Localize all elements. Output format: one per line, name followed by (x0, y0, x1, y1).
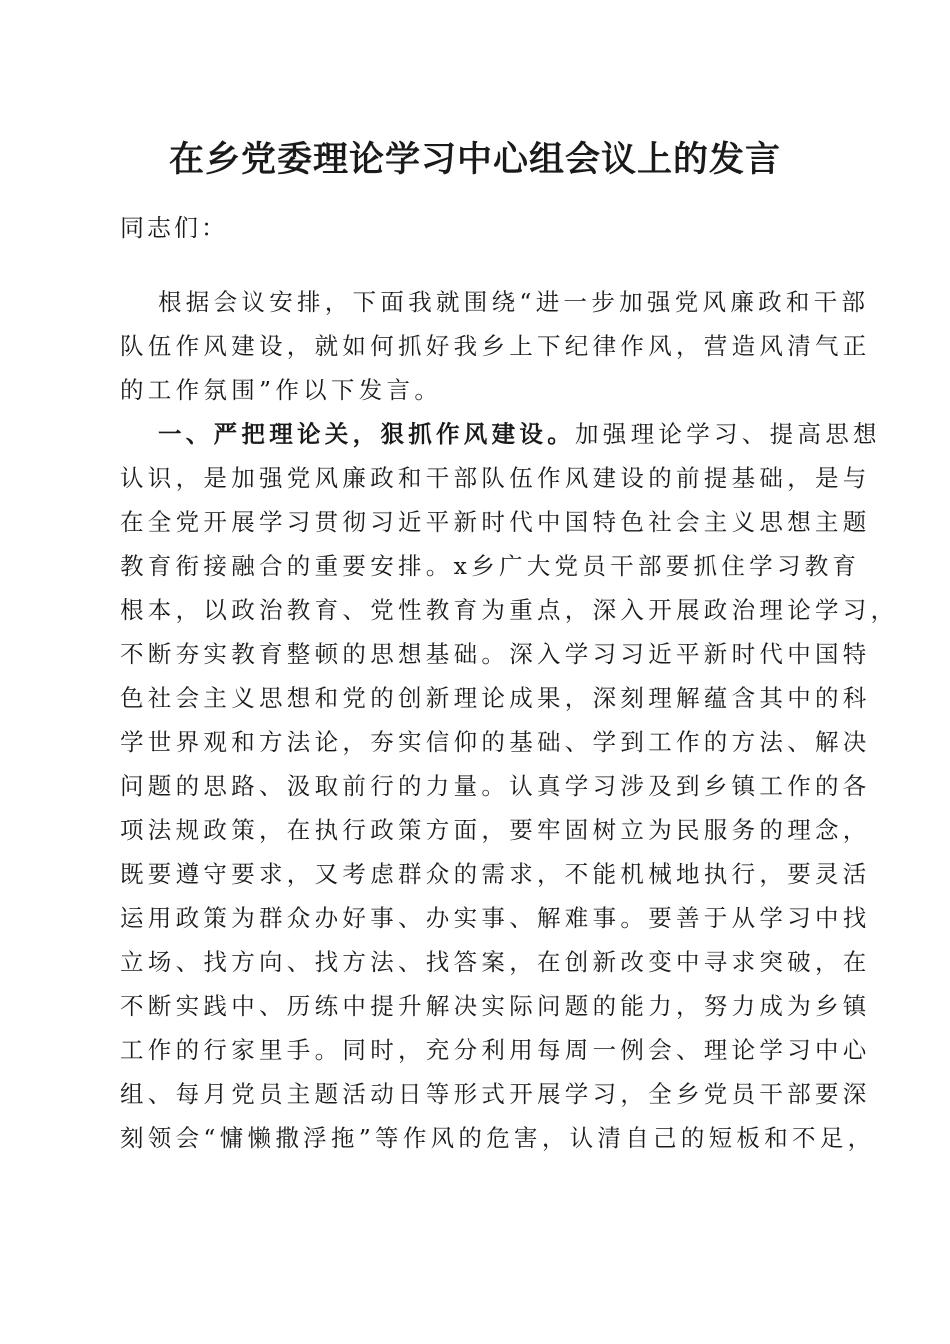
paragraph-line: 认识，是加强党风廉政和干部队伍作风建设的前提基础，是与 (120, 464, 871, 492)
paragraph-line: 不断实践中、历练中提升解决实际问题的能力，努力成为乡镇 (120, 992, 871, 1020)
paragraph-line: 不断夯实教育整顿的思想基础。深入学习习近平新时代中国特 (120, 640, 871, 668)
paragraph-line: 刻领会“慵懒撒浮拖”等作风的危害，认清自己的短板和不足， (120, 1124, 876, 1152)
paragraph-line: 项法规政策，在执行政策方面，要牢固树立为民服务的理念， (120, 816, 871, 844)
paragraph-line: 队伍作风建设，就如何抓好我乡上下纪律作风，营造风清气正 (120, 332, 871, 360)
paragraph-line: 问题的思路、汲取前行的力量。认真学习涉及到乡镇工作的各 (120, 772, 871, 800)
paragraph-line: 根据会议安排，下面我就围绕“进一步加强党风廉政和干部 (158, 288, 870, 316)
document-body (120, 280, 899, 1160)
section-first-line (120, 412, 881, 456)
paragraph-line: 既要遵守要求，又考虑群众的需求，不能机械地执行，要灵活 (120, 860, 871, 888)
section-heading: 一、严把理论关，狠抓作风建设。 (158, 420, 575, 448)
paragraph-line: 工作的行家里手。同时，充分利用每周一例会、理论学习中心 (120, 1036, 871, 1064)
paragraph-line: 运用政策为群众办好事、办实事、解难事。要善于从学习中找 (120, 904, 871, 932)
paragraph-line: 色社会主义思想和党的创新理论成果，深刻理解蕴含其中的科 (120, 684, 871, 712)
paragraph-line: 学世界观和方法论，夯实信仰的基础、学到工作的方法、解决 (120, 728, 871, 756)
salutation: 同志们： (120, 214, 228, 242)
paragraph-line: 在全党开展学习贯彻习近平新时代中国特色社会主义思想主题 (120, 508, 871, 536)
paragraph-line: 的工作氛围”作以下发言。 (120, 376, 443, 404)
paragraph-line: 根本，以政治教育、党性教育为重点，深入开展政治理论学习， (120, 596, 899, 624)
paragraph-line: 教育衔接融合的重要安排。x乡广大党员干部要抓住学习教育 (120, 552, 861, 580)
paragraph-line: 立场、找方向、找方法、找答案，在创新改变中寻求突破，在 (120, 948, 871, 976)
document-title: 在乡党委理论学习中心组会议上的发言 (168, 139, 781, 180)
section-first-line-text: 加强理论学习、提高思想 (575, 420, 881, 448)
paragraph-line: 组、每月党员主题活动日等形式开展学习，全乡党员干部要深 (120, 1080, 871, 1108)
